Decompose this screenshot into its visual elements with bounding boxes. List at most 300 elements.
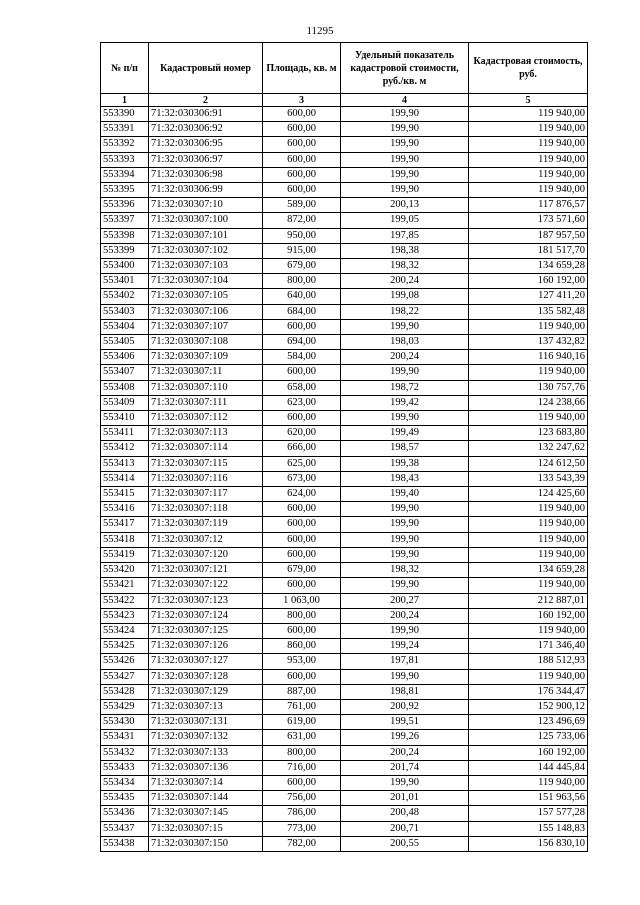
cell-row-number: 553398: [101, 228, 149, 243]
cell-row-number: 553403: [101, 304, 149, 319]
cell-cadastral-value: 117 876,57: [469, 198, 588, 213]
cell-cadastral-number: 71:32:030307:101: [149, 228, 263, 243]
cell-row-number: 553399: [101, 243, 149, 258]
cell-specific-value: 199,08: [341, 289, 469, 304]
cell-specific-value: 199,90: [341, 502, 469, 517]
table-row: [101, 365, 588, 380]
table-row: [101, 684, 588, 699]
cell-cadastral-value: 152 900,12: [469, 699, 588, 714]
cell-cadastral-number: 71:32:030307:109: [149, 350, 263, 365]
header-cadastral-value: Кадастровая стоимость, руб.: [469, 43, 588, 94]
cell-specific-value: 199,90: [341, 122, 469, 137]
table-row: [101, 107, 588, 122]
page-number: 11295: [306, 25, 334, 37]
cell-cadastral-number: 71:32:030306:92: [149, 122, 263, 137]
cell-area: 716,00: [263, 760, 341, 775]
cell-cadastral-number: 71:32:030307:133: [149, 745, 263, 760]
cell-cadastral-value: 133 543,39: [469, 471, 588, 486]
header-row-number: № п/п: [101, 43, 149, 94]
cell-cadastral-value: 134 659,28: [469, 563, 588, 578]
cell-row-number: 553432: [101, 745, 149, 760]
cell-specific-value: 199,51: [341, 715, 469, 730]
cell-area: 860,00: [263, 639, 341, 654]
cell-specific-value: 198,81: [341, 684, 469, 699]
cell-row-number: 553394: [101, 167, 149, 182]
cell-cadastral-number: 71:32:030307:131: [149, 715, 263, 730]
cell-area: 624,00: [263, 487, 341, 502]
header-cadastral-number: Кадастровый номер: [149, 43, 263, 94]
cell-row-number: 553400: [101, 259, 149, 274]
cell-area: 625,00: [263, 456, 341, 471]
cell-specific-value: 199,05: [341, 213, 469, 228]
cell-specific-value: 199,26: [341, 730, 469, 745]
cell-specific-value: 199,24: [341, 639, 469, 654]
cell-cadastral-value: 124 612,50: [469, 456, 588, 471]
cell-area: 800,00: [263, 274, 341, 289]
table-row: [101, 487, 588, 502]
cell-specific-value: 198,03: [341, 335, 469, 350]
cell-row-number: 553430: [101, 715, 149, 730]
cell-area: 782,00: [263, 836, 341, 851]
cadastre-table: [100, 42, 588, 852]
cell-specific-value: 201,01: [341, 791, 469, 806]
cell-cadastral-value: 212 887,01: [469, 593, 588, 608]
cell-area: 600,00: [263, 137, 341, 152]
cell-cadastral-value: 119 940,00: [469, 517, 588, 532]
cell-area: 694,00: [263, 335, 341, 350]
cell-cadastral-number: 71:32:030307:104: [149, 274, 263, 289]
cell-cadastral-number: 71:32:030307:12: [149, 532, 263, 547]
table-row: [101, 563, 588, 578]
cell-row-number: 553421: [101, 578, 149, 593]
cell-row-number: 553423: [101, 608, 149, 623]
cell-specific-value: 200,24: [341, 274, 469, 289]
cell-row-number: 553433: [101, 760, 149, 775]
cell-area: 600,00: [263, 623, 341, 638]
cell-area: 1 063,00: [263, 593, 341, 608]
cell-area: 684,00: [263, 304, 341, 319]
cell-area: 600,00: [263, 547, 341, 562]
cell-cadastral-value: 119 940,00: [469, 532, 588, 547]
cell-cadastral-number: 71:32:030307:150: [149, 836, 263, 851]
table-row: [101, 259, 588, 274]
cell-cadastral-value: 188 512,93: [469, 654, 588, 669]
table-body: [101, 107, 588, 852]
table-row: [101, 335, 588, 350]
cell-cadastral-number: 71:32:030306:95: [149, 137, 263, 152]
cell-cadastral-value: 171 346,40: [469, 639, 588, 654]
table-row: [101, 243, 588, 258]
cell-cadastral-value: 119 940,00: [469, 137, 588, 152]
cell-cadastral-number: 71:32:030307:129: [149, 684, 263, 699]
cell-specific-value: 201,74: [341, 760, 469, 775]
table-row: [101, 669, 588, 684]
table-row: [101, 411, 588, 426]
cell-specific-value: 198,38: [341, 243, 469, 258]
cell-cadastral-value: 119 940,00: [469, 623, 588, 638]
cell-row-number: 553414: [101, 471, 149, 486]
cell-cadastral-value: 130 757,76: [469, 380, 588, 395]
cell-specific-value: 197,85: [341, 228, 469, 243]
cell-row-number: 553396: [101, 198, 149, 213]
cell-row-number: 553406: [101, 350, 149, 365]
column-number: 4: [341, 94, 469, 107]
cell-cadastral-value: 119 940,00: [469, 319, 588, 334]
table-row: [101, 517, 588, 532]
table-row: [101, 699, 588, 714]
cell-cadastral-value: 119 940,00: [469, 502, 588, 517]
table-row: [101, 319, 588, 334]
cell-cadastral-value: 119 940,00: [469, 365, 588, 380]
cell-cadastral-value: 137 432,82: [469, 335, 588, 350]
cell-row-number: 553422: [101, 593, 149, 608]
cell-cadastral-number: 71:32:030307:105: [149, 289, 263, 304]
cell-cadastral-value: 124 238,66: [469, 395, 588, 410]
table-row: [101, 593, 588, 608]
table-row: [101, 137, 588, 152]
cell-area: 600,00: [263, 578, 341, 593]
cell-area: 623,00: [263, 395, 341, 410]
cell-row-number: 553417: [101, 517, 149, 532]
cell-cadastral-number: 71:32:030307:124: [149, 608, 263, 623]
table-row: [101, 502, 588, 517]
cell-area: 600,00: [263, 411, 341, 426]
cell-cadastral-number: 71:32:030307:103: [149, 259, 263, 274]
cell-specific-value: 199,90: [341, 107, 469, 122]
cell-cadastral-value: 119 940,00: [469, 152, 588, 167]
cell-cadastral-value: 160 192,00: [469, 274, 588, 289]
cell-specific-value: 200,48: [341, 806, 469, 821]
cell-row-number: 553391: [101, 122, 149, 137]
table-row: [101, 274, 588, 289]
table-row: [101, 821, 588, 836]
cell-area: 631,00: [263, 730, 341, 745]
cell-specific-value: 200,24: [341, 608, 469, 623]
cell-row-number: 553438: [101, 836, 149, 851]
cell-cadastral-number: 71:32:030307:102: [149, 243, 263, 258]
cell-cadastral-number: 71:32:030307:114: [149, 441, 263, 456]
cell-cadastral-value: 173 571,60: [469, 213, 588, 228]
cell-row-number: 553401: [101, 274, 149, 289]
cell-row-number: 553434: [101, 775, 149, 790]
cell-cadastral-number: 71:32:030307:116: [149, 471, 263, 486]
cell-specific-value: 200,13: [341, 198, 469, 213]
cell-specific-value: 198,43: [341, 471, 469, 486]
header-specific-value: Удельный показатель кадастровой стоимости, руб./кв. м: [341, 43, 469, 94]
cell-specific-value: 200,92: [341, 699, 469, 714]
cell-cadastral-value: 119 940,00: [469, 183, 588, 198]
cell-row-number: 553397: [101, 213, 149, 228]
cell-cadastral-number: 71:32:030307:144: [149, 791, 263, 806]
cell-specific-value: 199,90: [341, 623, 469, 638]
cell-row-number: 553426: [101, 654, 149, 669]
cell-cadastral-value: 160 192,00: [469, 608, 588, 623]
cell-specific-value: 198,32: [341, 259, 469, 274]
cell-area: 600,00: [263, 167, 341, 182]
cell-specific-value: 199,90: [341, 152, 469, 167]
cell-cadastral-value: 119 940,00: [469, 122, 588, 137]
cell-specific-value: 198,57: [341, 441, 469, 456]
cell-cadastral-number: 71:32:030307:13: [149, 699, 263, 714]
table-row: [101, 639, 588, 654]
cell-row-number: 553419: [101, 547, 149, 562]
cell-row-number: 553412: [101, 441, 149, 456]
cell-specific-value: 199,49: [341, 426, 469, 441]
cell-cadastral-value: 116 940,16: [469, 350, 588, 365]
cell-area: 953,00: [263, 654, 341, 669]
cell-area: 679,00: [263, 259, 341, 274]
cell-cadastral-value: 135 582,48: [469, 304, 588, 319]
table-row: [101, 730, 588, 745]
cell-row-number: 553393: [101, 152, 149, 167]
column-number: 2: [149, 94, 263, 107]
table-row: [101, 289, 588, 304]
cell-row-number: 553404: [101, 319, 149, 334]
cell-specific-value: 200,71: [341, 821, 469, 836]
cell-cadastral-number: 71:32:030307:120: [149, 547, 263, 562]
cell-row-number: 553437: [101, 821, 149, 836]
cell-cadastral-value: 155 148,83: [469, 821, 588, 836]
cell-cadastral-number: 71:32:030307:122: [149, 578, 263, 593]
cell-area: 600,00: [263, 532, 341, 547]
cell-cadastral-number: 71:32:030307:125: [149, 623, 263, 638]
cell-specific-value: 198,22: [341, 304, 469, 319]
cell-specific-value: 199,90: [341, 365, 469, 380]
table-row: [101, 304, 588, 319]
cell-cadastral-number: 71:32:030307:112: [149, 411, 263, 426]
cell-specific-value: 200,27: [341, 593, 469, 608]
cell-cadastral-value: 181 517,70: [469, 243, 588, 258]
cell-area: 600,00: [263, 107, 341, 122]
cell-cadastral-number: 71:32:030307:132: [149, 730, 263, 745]
cell-specific-value: 199,90: [341, 319, 469, 334]
cell-specific-value: 200,24: [341, 350, 469, 365]
cell-specific-value: 199,42: [341, 395, 469, 410]
header-area: Площадь, кв. м: [263, 43, 341, 94]
cell-specific-value: 199,38: [341, 456, 469, 471]
cell-cadastral-number: 71:32:030307:136: [149, 760, 263, 775]
cell-cadastral-value: 123 496,69: [469, 715, 588, 730]
table-row: [101, 350, 588, 365]
cell-area: 679,00: [263, 563, 341, 578]
table-row: [101, 456, 588, 471]
cell-row-number: 553416: [101, 502, 149, 517]
cell-area: 640,00: [263, 289, 341, 304]
table-row: [101, 578, 588, 593]
table-row: [101, 228, 588, 243]
table-row: [101, 395, 588, 410]
column-number: 1: [101, 94, 149, 107]
cell-cadastral-value: 119 940,00: [469, 578, 588, 593]
cell-cadastral-number: 71:32:030307:108: [149, 335, 263, 350]
cell-area: 600,00: [263, 319, 341, 334]
cell-cadastral-value: 124 425,60: [469, 487, 588, 502]
cell-area: 673,00: [263, 471, 341, 486]
cell-specific-value: 199,90: [341, 137, 469, 152]
cell-area: 600,00: [263, 669, 341, 684]
cell-area: 600,00: [263, 122, 341, 137]
cell-cadastral-number: 71:32:030307:145: [149, 806, 263, 821]
cell-row-number: 553409: [101, 395, 149, 410]
cell-specific-value: 200,24: [341, 745, 469, 760]
cell-specific-value: 197,81: [341, 654, 469, 669]
table-row: [101, 441, 588, 456]
cell-row-number: 553413: [101, 456, 149, 471]
column-number: 3: [263, 94, 341, 107]
cell-specific-value: 199,90: [341, 669, 469, 684]
cell-cadastral-number: 71:32:030307:10: [149, 198, 263, 213]
cell-area: 600,00: [263, 183, 341, 198]
cell-cadastral-number: 71:32:030307:110: [149, 380, 263, 395]
table-row: [101, 547, 588, 562]
cell-cadastral-value: 119 940,00: [469, 107, 588, 122]
table-row: [101, 122, 588, 137]
column-numbers-row: [101, 94, 588, 107]
cell-cadastral-value: 187 957,50: [469, 228, 588, 243]
cell-cadastral-value: 151 963,56: [469, 791, 588, 806]
cell-area: 619,00: [263, 715, 341, 730]
cell-cadastral-value: 123 683,80: [469, 426, 588, 441]
cell-specific-value: 199,90: [341, 578, 469, 593]
table-row: [101, 654, 588, 669]
cell-cadastral-number: 71:32:030307:127: [149, 654, 263, 669]
cell-cadastral-number: 71:32:030307:11: [149, 365, 263, 380]
cell-cadastral-number: 71:32:030307:118: [149, 502, 263, 517]
cell-cadastral-number: 71:32:030307:113: [149, 426, 263, 441]
column-number: 5: [469, 94, 588, 107]
cell-area: 761,00: [263, 699, 341, 714]
cell-cadastral-number: 71:32:030307:128: [149, 669, 263, 684]
cell-specific-value: 199,40: [341, 487, 469, 502]
cell-row-number: 553418: [101, 532, 149, 547]
cell-area: 600,00: [263, 775, 341, 790]
cell-row-number: 553425: [101, 639, 149, 654]
cell-area: 600,00: [263, 152, 341, 167]
table-row: [101, 745, 588, 760]
cell-specific-value: 200,55: [341, 836, 469, 851]
table-row: [101, 623, 588, 638]
cell-cadastral-number: 71:32:030306:98: [149, 167, 263, 182]
cell-area: 600,00: [263, 365, 341, 380]
cell-row-number: 553390: [101, 107, 149, 122]
cell-cadastral-number: 71:32:030306:99: [149, 183, 263, 198]
cell-area: 800,00: [263, 745, 341, 760]
cell-row-number: 553392: [101, 137, 149, 152]
cell-cadastral-value: 160 192,00: [469, 745, 588, 760]
cell-cadastral-value: 119 940,00: [469, 775, 588, 790]
cell-area: 915,00: [263, 243, 341, 258]
cell-cadastral-number: 71:32:030307:121: [149, 563, 263, 578]
table-row: [101, 775, 588, 790]
cell-row-number: 553436: [101, 806, 149, 821]
cell-cadastral-number: 71:32:030307:107: [149, 319, 263, 334]
cell-specific-value: 198,72: [341, 380, 469, 395]
table-row: [101, 760, 588, 775]
cell-cadastral-number: 71:32:030307:14: [149, 775, 263, 790]
cell-row-number: 553395: [101, 183, 149, 198]
cell-cadastral-value: 157 577,28: [469, 806, 588, 821]
cell-cadastral-value: 132 247,62: [469, 441, 588, 456]
table-row: [101, 152, 588, 167]
cell-specific-value: 199,90: [341, 517, 469, 532]
cell-area: 589,00: [263, 198, 341, 213]
table-row: [101, 608, 588, 623]
cell-area: 666,00: [263, 441, 341, 456]
cell-row-number: 553408: [101, 380, 149, 395]
cell-row-number: 553428: [101, 684, 149, 699]
cell-specific-value: 199,90: [341, 411, 469, 426]
cell-cadastral-number: 71:32:030307:126: [149, 639, 263, 654]
cell-area: 887,00: [263, 684, 341, 699]
table-header-row: [101, 43, 588, 94]
cell-cadastral-value: 119 940,00: [469, 669, 588, 684]
cell-cadastral-number: 71:32:030307:106: [149, 304, 263, 319]
cell-row-number: 553435: [101, 791, 149, 806]
cell-cadastral-value: 127 411,20: [469, 289, 588, 304]
cell-cadastral-number: 71:32:030306:91: [149, 107, 263, 122]
cell-cadastral-number: 71:32:030307:100: [149, 213, 263, 228]
cell-cadastral-value: 119 940,00: [469, 547, 588, 562]
cell-cadastral-number: 71:32:030307:123: [149, 593, 263, 608]
cell-row-number: 553420: [101, 563, 149, 578]
table-row: [101, 791, 588, 806]
table-row: [101, 715, 588, 730]
cell-specific-value: 199,90: [341, 775, 469, 790]
table-row: [101, 198, 588, 213]
cell-cadastral-number: 71:32:030307:117: [149, 487, 263, 502]
cell-cadastral-number: 71:32:030307:119: [149, 517, 263, 532]
cell-row-number: 553407: [101, 365, 149, 380]
table-row: [101, 836, 588, 851]
cell-area: 773,00: [263, 821, 341, 836]
cell-specific-value: 199,90: [341, 183, 469, 198]
cell-area: 600,00: [263, 517, 341, 532]
cell-cadastral-value: 119 940,00: [469, 167, 588, 182]
cell-area: 756,00: [263, 791, 341, 806]
cell-area: 620,00: [263, 426, 341, 441]
cell-row-number: 553402: [101, 289, 149, 304]
cell-cadastral-value: 119 940,00: [469, 411, 588, 426]
cell-area: 950,00: [263, 228, 341, 243]
cell-cadastral-value: 144 445,84: [469, 760, 588, 775]
cell-cadastral-number: 71:32:030306:97: [149, 152, 263, 167]
cell-specific-value: 199,90: [341, 547, 469, 562]
cell-specific-value: 199,90: [341, 532, 469, 547]
cell-cadastral-value: 176 344,47: [469, 684, 588, 699]
cell-area: 658,00: [263, 380, 341, 395]
cell-row-number: 553431: [101, 730, 149, 745]
cell-specific-value: 198,32: [341, 563, 469, 578]
cell-row-number: 553415: [101, 487, 149, 502]
cell-cadastral-number: 71:32:030307:15: [149, 821, 263, 836]
table-row: [101, 380, 588, 395]
table-row: [101, 471, 588, 486]
cell-row-number: 553429: [101, 699, 149, 714]
cell-specific-value: 199,90: [341, 167, 469, 182]
cell-cadastral-number: 71:32:030307:111: [149, 395, 263, 410]
cell-area: 786,00: [263, 806, 341, 821]
cell-row-number: 553405: [101, 335, 149, 350]
table-row: [101, 167, 588, 182]
cell-row-number: 553411: [101, 426, 149, 441]
cell-cadastral-value: 134 659,28: [469, 259, 588, 274]
cell-area: 872,00: [263, 213, 341, 228]
cell-cadastral-value: 156 830,10: [469, 836, 588, 851]
table-row: [101, 183, 588, 198]
cell-area: 800,00: [263, 608, 341, 623]
cell-row-number: 553427: [101, 669, 149, 684]
cell-cadastral-number: 71:32:030307:115: [149, 456, 263, 471]
